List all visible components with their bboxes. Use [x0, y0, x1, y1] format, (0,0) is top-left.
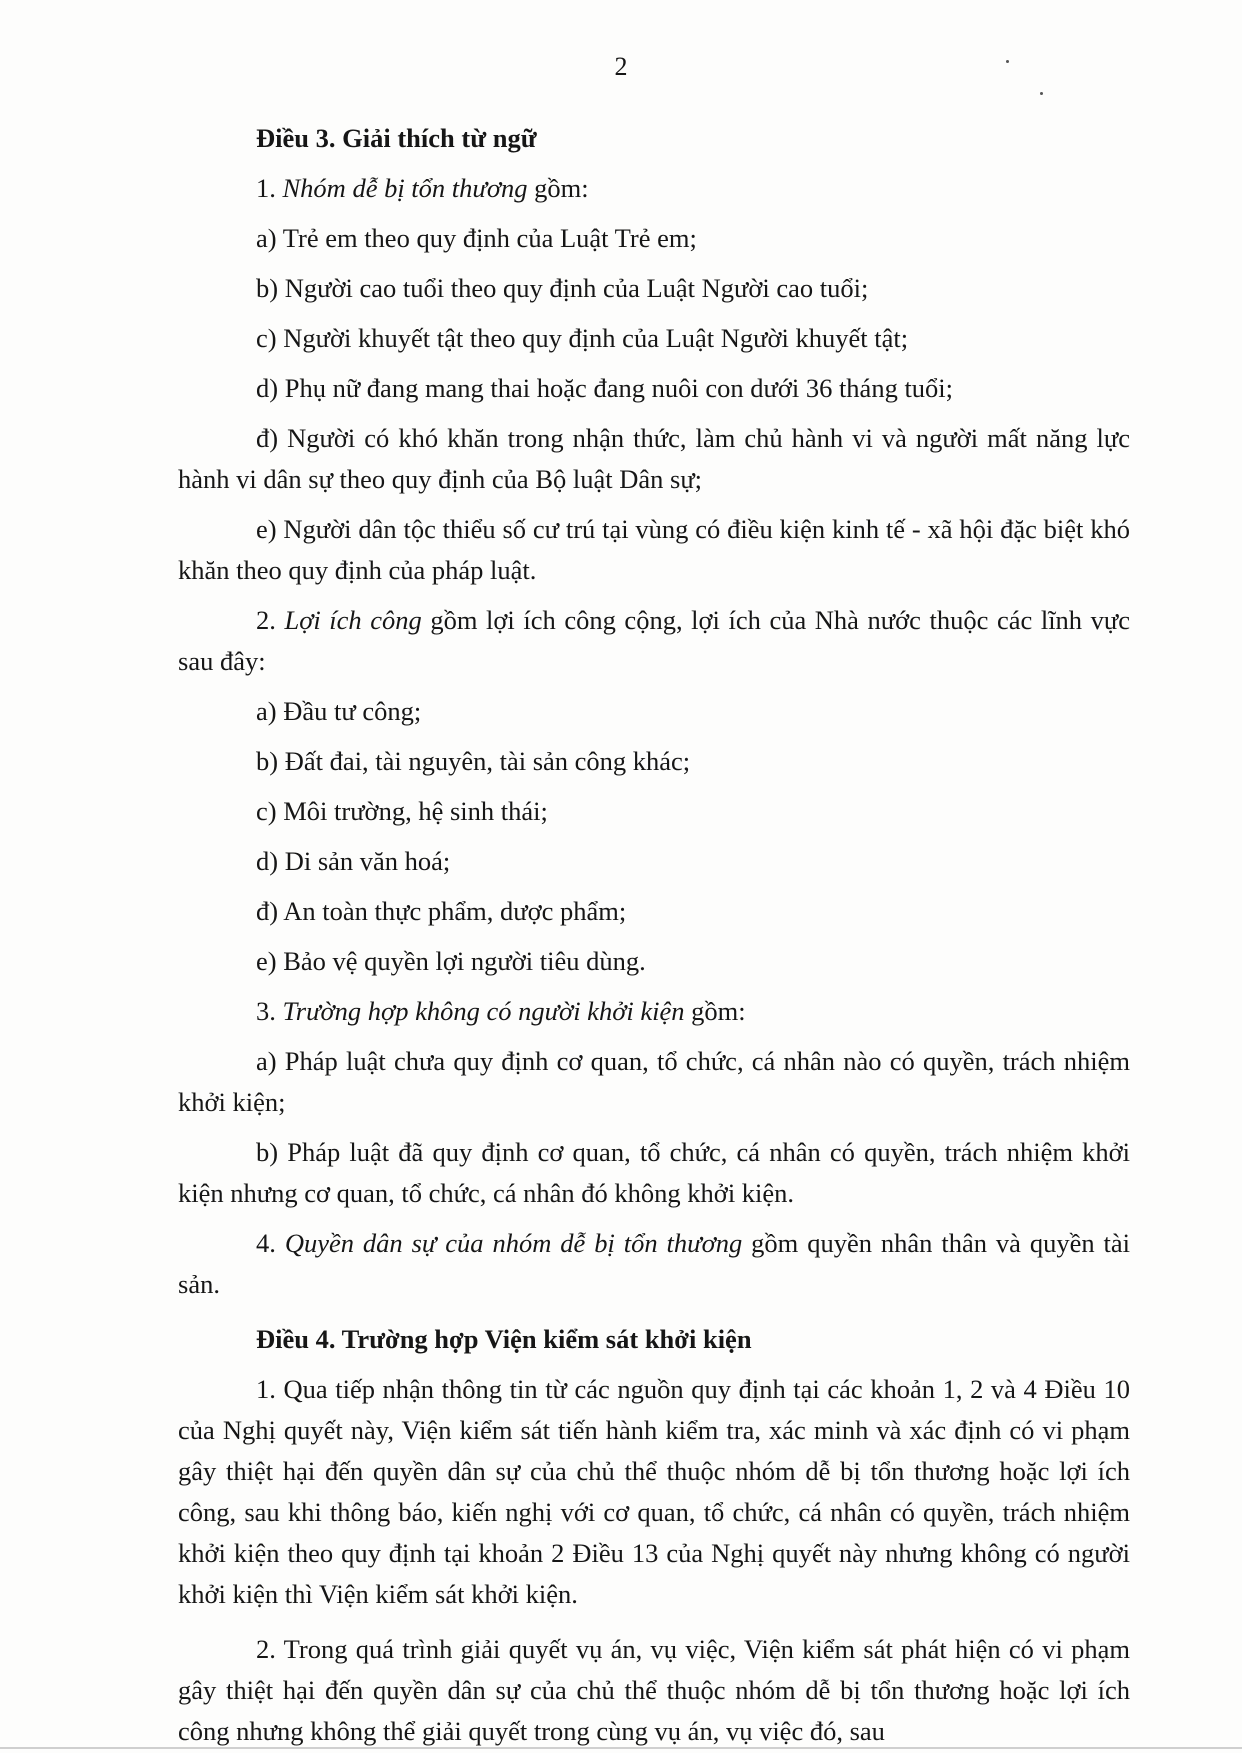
clause-2-item-c: c) Môi trường, hệ sinh thái;	[256, 796, 548, 826]
clause-2-item-b: b) Đất đai, tài nguyên, tài sản công khác;	[256, 746, 691, 776]
clause-2-item-dd: đ) An toàn thực phẩm, dược phẩm;	[256, 896, 627, 926]
article-4-clause-1: 1. Qua tiếp nhận thông tin từ các nguồn quy định tại các khoản 1, 2 và 4 Điều 10 của Nghị quyết này, Viện kiểm sát tiến hành kiểm tra, xác minh và xác định có vi phạm gây thiệt hại đến quyền dân sự của chủ thể thuộc nhóm dễ bị tổn thương hoặc lợi ích công, sau khi thông báo, kiến nghị với cơ quan, tổ chức, cá nhân có quyền, trách nhiệm khởi kiện theo quy định tại khoản 2 Điều 13 của Nghị quyết này nhưng không có người khởi kiện thì Viện kiểm sát khởi kiện.	[178, 1374, 1130, 1609]
clause-1-item-c: c) Người khuyết tật theo quy định của Luật Người khuyết tật;	[256, 323, 909, 353]
clause-2-item-d: d) Di sản văn hoá;	[256, 846, 451, 876]
clause-text: gồm quyền nhân thân và quyền tài sản.	[178, 1228, 1131, 1299]
article-3-clause-1	[178, 168, 1130, 209]
clause-1-item-b: b) Người cao tuổi theo quy định của Luật Người cao tuổi;	[256, 273, 869, 303]
article-3-clause-3	[178, 991, 1130, 1032]
clause-1-item-e: e) Người dân tộc thiểu số cư trú tại vùng có điều kiện kinh tế - xã hội đặc biệt khó khăn theo quy định của pháp luật.	[178, 514, 1130, 585]
scan-speck	[1040, 92, 1043, 95]
defined-term: Quyền dân sự của nhóm dễ bị tổn thương	[284, 1228, 743, 1258]
clause-text: gồm:	[527, 173, 589, 203]
defined-term: Nhóm dễ bị tổn thương	[282, 173, 528, 203]
clause-1-item-dd: đ) Người có khó khăn trong nhận thức, làm chủ hành vi và người mất năng lực hành vi dân sự theo quy định của Bộ luật Dân sự;	[178, 423, 1130, 494]
clause-2-item-e: e) Bảo vệ quyền lợi người tiêu dùng.	[256, 946, 646, 976]
defined-term: Trường hợp không có người khởi kiện	[282, 996, 685, 1026]
clause-3-item-b: b) Pháp luật đã quy định cơ quan, tổ chức, cá nhân có quyền, trách nhiệm khởi kiện nhưng cơ quan, tổ chức, cá nhân đó không khởi kiện.	[178, 1137, 1130, 1208]
page-number: 2	[614, 52, 628, 81]
clause-text: gồm:	[684, 996, 746, 1026]
clause-1-item-a: a) Trẻ em theo quy định của Luật Trẻ em;	[256, 223, 697, 253]
scan-edge-line	[0, 1747, 1242, 1749]
clause-3-item-a: a) Pháp luật chưa quy định cơ quan, tổ chức, cá nhân nào có quyền, trách nhiệm khởi kiện;	[178, 1046, 1130, 1117]
clause-number: 3.	[256, 996, 283, 1026]
article-3-clause-4	[178, 1223, 1130, 1305]
article-4-heading: Điều 4. Trường hợp Viện kiểm sát khởi kiện	[256, 1324, 752, 1354]
clause-number: 2.	[256, 605, 285, 635]
document-body	[178, 118, 1130, 1752]
clause-2-item-a: a) Đầu tư công;	[256, 696, 422, 726]
clause-number: 4.	[256, 1228, 285, 1258]
article-3-clause-2	[178, 600, 1130, 682]
article-4-clause-2: 2. Trong quá trình giải quyết vụ án, vụ việc, Viện kiểm sát phát hiện có vi phạm gây thiệt hại đến quyền dân sự của chủ thể thuộc nhóm dễ bị tổn thương hoặc lợi ích công nhưng không thể giải quyết trong cùng vụ án, vụ việc đó, sau	[178, 1634, 1130, 1746]
clause-number: 1.	[256, 173, 283, 203]
scan-speck	[1006, 60, 1009, 63]
clause-1-item-d: d) Phụ nữ đang mang thai hoặc đang nuôi con dưới 36 tháng tuổi;	[256, 373, 954, 403]
defined-term: Lợi ích công	[284, 605, 422, 635]
clause-text: gồm lợi ích công cộng, lợi ích của Nhà nước thuộc các lĩnh vực sau đây:	[178, 605, 1131, 676]
article-3-heading: Điều 3. Giải thích từ ngữ	[256, 123, 537, 153]
